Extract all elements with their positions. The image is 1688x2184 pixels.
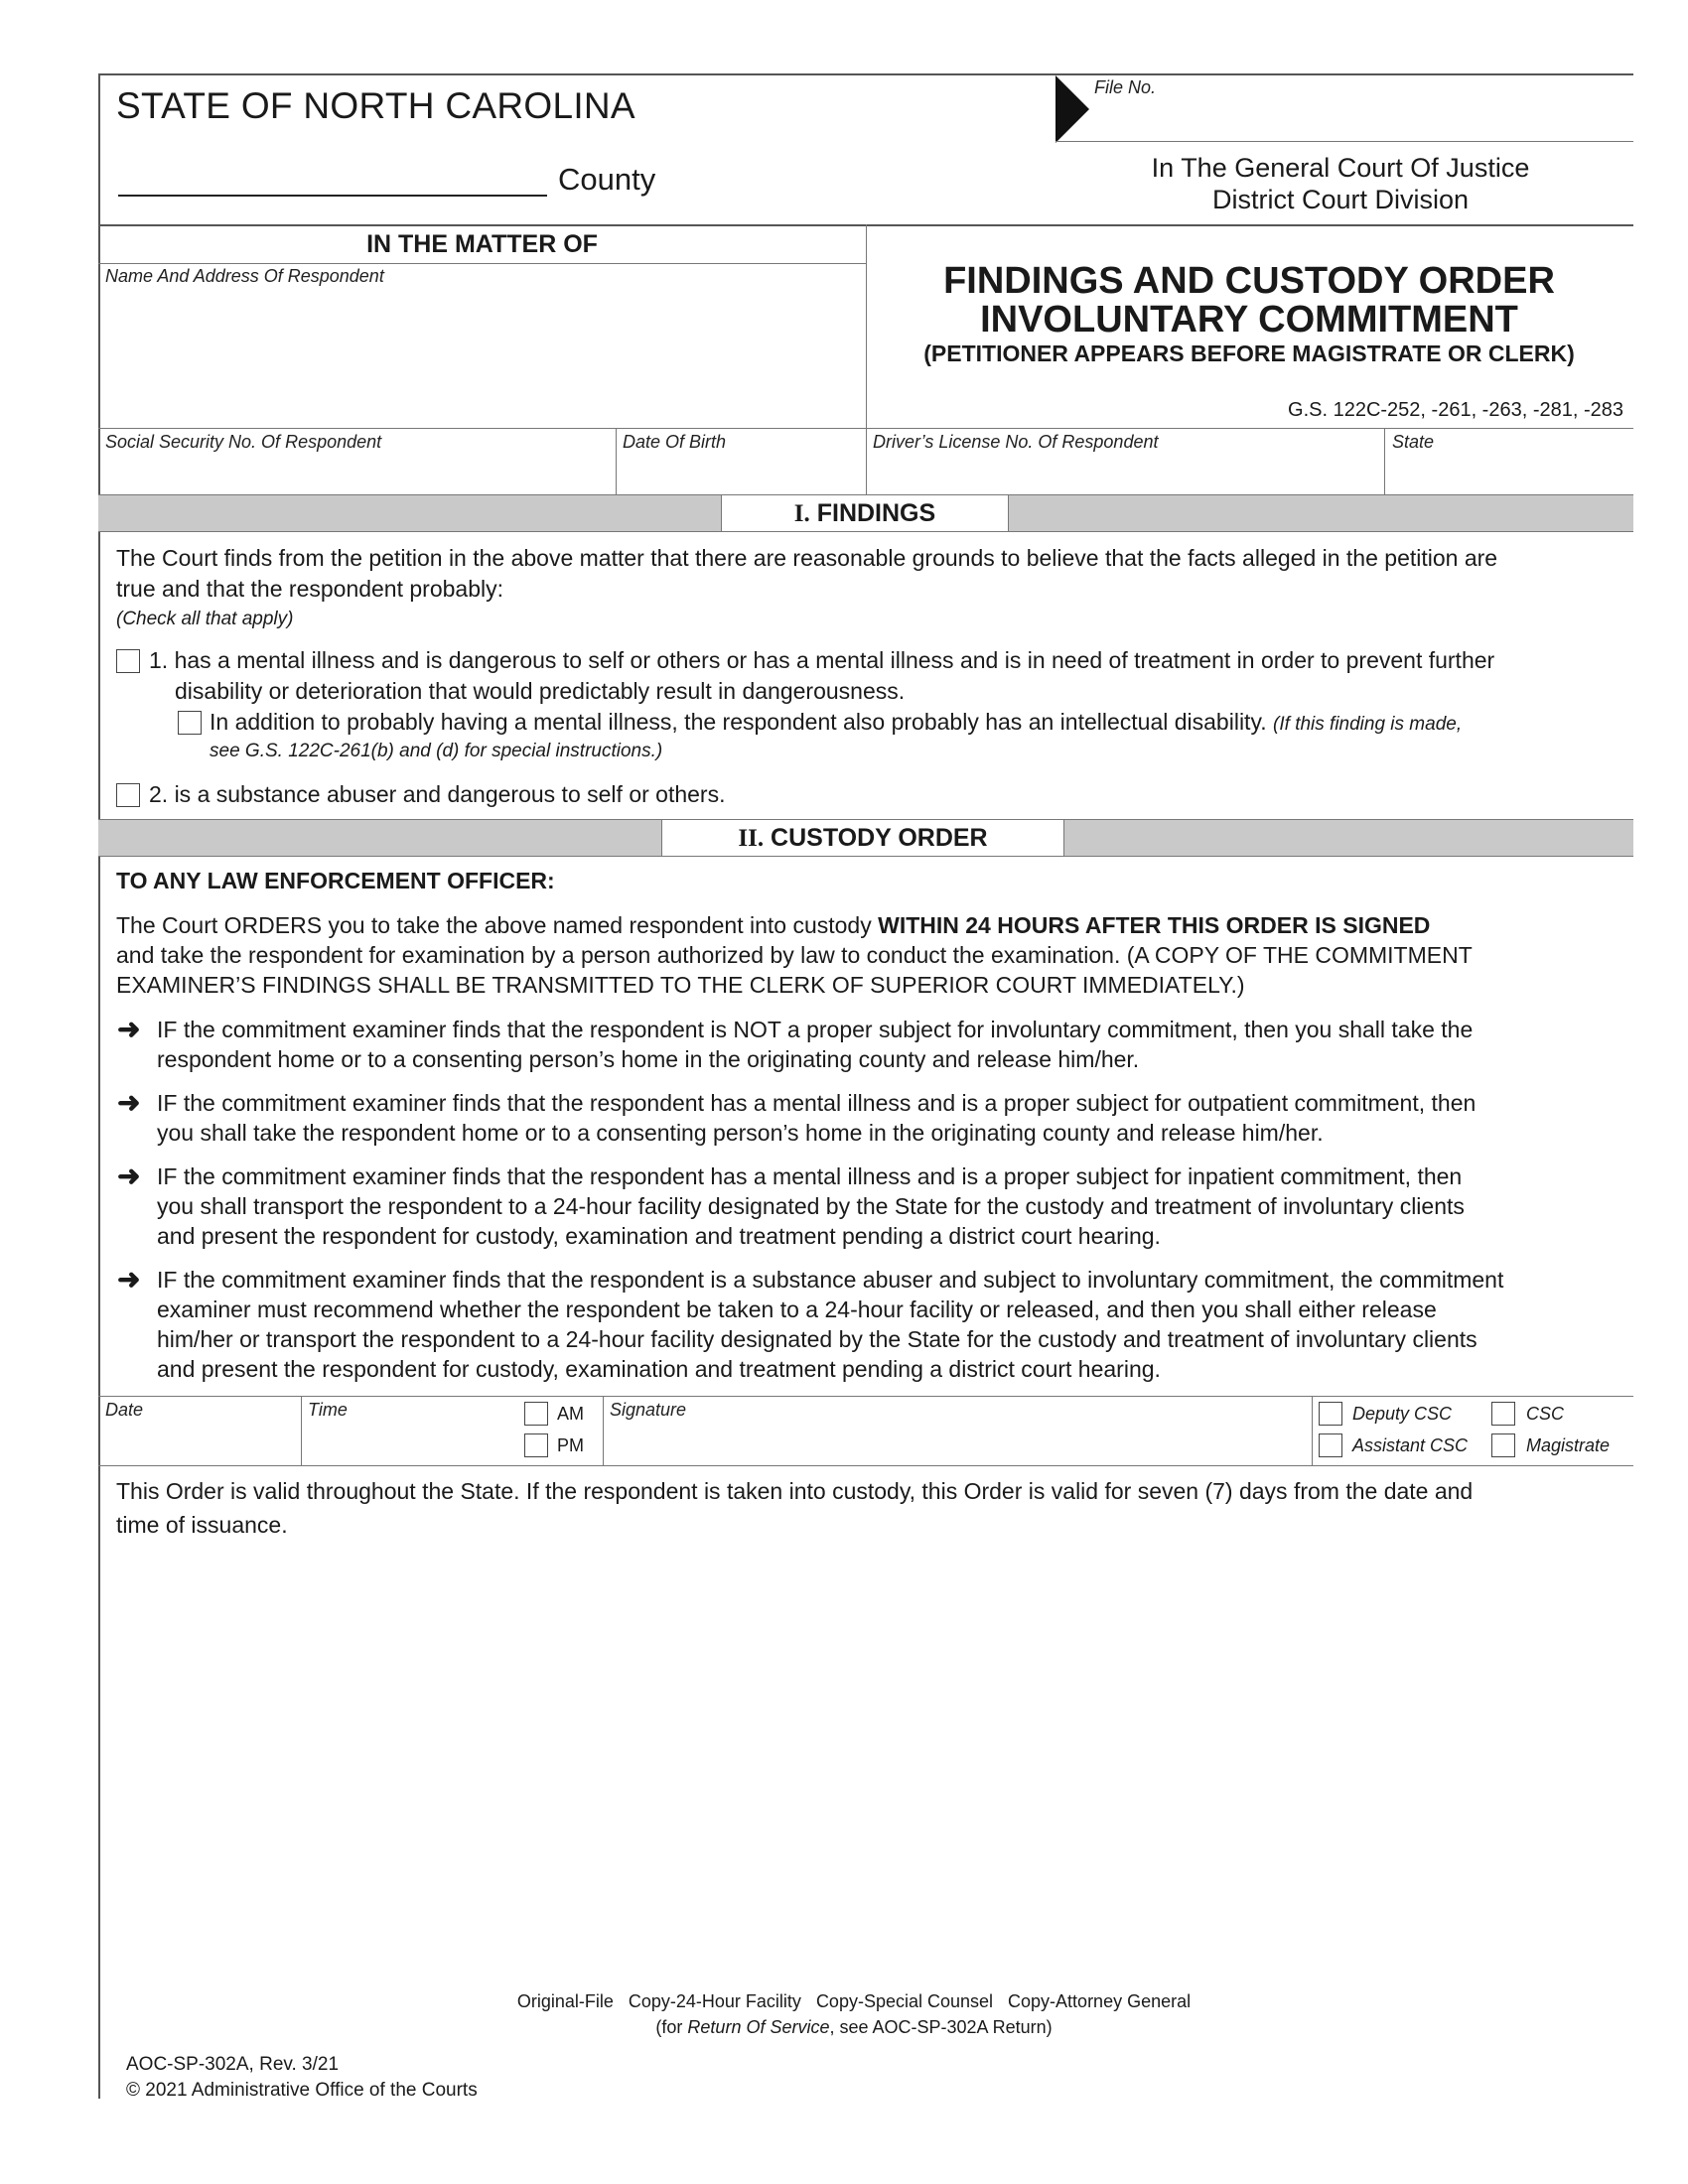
file-no-line[interactable] [1055,141,1633,142]
validity-line-1: This Order is valid throughout the State. If the respondent is taken into custody, this Order is valid for seven (7) days from the date and [116,1478,1474,1504]
check-all-note: (Check all that apply) [116,609,294,629]
pm-label: PM [557,1435,584,1455]
court-line-2: District Court Division [1211,185,1470,214]
name-address-label: Name And Address Of Respondent [105,266,384,286]
finding-1-line-2: disability or deterioration that would predictably result in dangerousness. [175,678,906,704]
form-title-line-3: (PETITIONER APPEARS BEFORE MAGISTRATE OR CLERK) [923,341,1575,366]
dob-label: Date Of Birth [623,432,727,452]
date-field[interactable] [99,1422,298,1463]
arrow-icon: ➜ [117,1014,141,1044]
finding-1a-note-1: (If this finding is made, [1273,714,1463,735]
court-line-1: In The General Court Of Justice [1151,153,1530,183]
form-title-line-2: INVOLUNTARY COMMITMENT [980,299,1518,341]
deputy-csc-checkbox[interactable] [1319,1402,1342,1426]
form-title-line-1: FINDINGS AND CUSTODY ORDER [943,260,1555,302]
sig-divider-1 [301,1396,302,1465]
findings-band [98,494,1633,532]
state-title: STATE OF NORTH CAROLINA [116,85,635,126]
to-officer-heading: TO ANY LAW ENFORCEMENT OFFICER: [116,868,555,893]
custody-band [98,819,1633,857]
id-divider-2 [1384,428,1385,494]
finding-1a-note-2: see G.S. 122C-261(b) and (d) for special instructions.) [210,741,663,761]
date-label: Date [105,1400,144,1420]
pm-checkbox[interactable] [524,1433,548,1457]
order-line-1: The Court ORDERS you to take the above named respondent into custody WITHIN 24 HOURS AFTER THIS ORDER IS SIGNED [116,912,1431,938]
finding-2-text: 2. is a substance abuser and dangerous to self or others. [149,781,726,807]
bullet-1-line-1: IF the commitment examiner finds that the respondent is NOT a proper subject for involuntary commitment, then you shall take the [157,1017,1474,1042]
dl-field[interactable] [868,455,1382,492]
findings-intro-1: The Court finds from the petition in the above matter that there are reasonable grounds to believe that the facts alleged in the petition are [116,545,1498,571]
bullet-3-line-3: and present the respondent for custody, examination and treatment pending a district court hearing. [157,1223,1161,1249]
matter-heading-line [98,263,866,264]
validity-line-2: time of issuance. [116,1512,288,1538]
bullet-1-line-2: respondent home or to a consenting person’s home in the originating county and release him/her. [157,1046,1140,1072]
time-field[interactable] [303,1422,521,1463]
custody-heading: II. CUSTODY ORDER [661,819,1064,857]
sig-divider-3 [1312,1396,1313,1465]
assistant-csc-label: Assistant CSC [1352,1435,1469,1455]
finding-1-checkbox[interactable] [116,649,140,673]
id-divider-1 [616,428,617,494]
csc-checkbox[interactable] [1491,1402,1515,1426]
magistrate-checkbox[interactable] [1491,1433,1515,1457]
ssn-field[interactable] [99,455,614,492]
state-field[interactable] [1386,455,1632,492]
ssn-label: Social Security No. Of Respondent [105,432,382,452]
copyright: © 2021 Administrative Office of the Courts [126,2080,478,2101]
signature-label: Signature [610,1400,687,1420]
signature-row-bottom [98,1465,1633,1466]
findings-intro-2: true and that the respondent probably: [116,576,504,602]
bullet-4-line-2: examiner must recommend whether the respondent be taken to a 24-hour facility or released, and then you shall either release [157,1297,1437,1322]
finding-2-checkbox[interactable] [116,783,140,807]
signature-field[interactable] [605,1422,1310,1463]
bullet-4-line-1: IF the commitment examiner finds that the respondent is a substance abuser and subject to involuntary commitment, the commitment [157,1267,1504,1293]
time-label: Time [308,1400,348,1420]
finding-1a-checkbox[interactable] [178,711,202,735]
magistrate-label: Magistrate [1526,1435,1611,1455]
arrow-icon: ➜ [117,1264,141,1295]
bullet-3-line-1: IF the commitment examiner finds that the respondent has a mental illness and is a proper subject for inpatient commitment, then [157,1163,1463,1189]
finding-1a-line-1 [210,707,1462,740]
bullet-2-line-2: you shall take the respondent home or to a consenting person’s home in the originating county and release him/her. [157,1120,1324,1146]
csc-label: CSC [1526,1404,1565,1424]
top-border [98,73,1633,75]
bullet-2-line-1: IF the commitment examiner finds that the respondent has a mental illness and is a proper subject for outpatient commitment, then [157,1090,1477,1116]
dob-field[interactable] [618,455,864,492]
county-input-line[interactable] [118,195,547,197]
statute-ref: G.S. 122C-252, -261, -263, -281, -283 [1288,399,1623,421]
id-row-top-line [98,428,1633,429]
deputy-csc-label: Deputy CSC [1352,1404,1453,1424]
bullet-4-line-4: and present the respondent for custody, examination and treatment pending a district court hearing. [157,1356,1161,1382]
arrow-icon: ➜ [117,1087,141,1118]
matter-heading: IN THE MATTER OF [366,230,598,258]
assistant-csc-checkbox[interactable] [1319,1433,1342,1457]
am-checkbox[interactable] [524,1402,548,1426]
finding-1-line-1: 1. has a mental illness and is dangerous to self or others or has a mental illness and is in need of treatment in order to prevent further [149,647,1495,673]
findings-heading: I. FINDINGS [721,494,1009,532]
order-line-3: EXAMINER’S FINDINGS SHALL BE TRANSMITTED TO THE CLERK OF SUPERIOR COURT IMMEDIATELY.) [116,972,1245,998]
form-number: AOC-SP-302A, Rev. 3/21 [126,2054,340,2075]
signature-row-top [98,1396,1633,1397]
copies-distribution: Original-File Copy-24-Hour Facility Copy-Special Counsel Copy-Attorney General [516,1991,1192,2011]
arrow-icon: ➜ [117,1160,141,1191]
state-label: State [1392,432,1435,452]
finding-1a-text: In addition to probably having a mental illness, the respondent also probably has an intellectual disability. [210,709,1267,735]
bullet-3-line-2: you shall transport the respondent to a 24-hour facility designated by the State for the custody and treatment of involuntary clients [157,1193,1465,1219]
return-of-service-note: (for Return Of Service, see AOC-SP-302A Return) [655,2017,1053,2037]
dl-label: Driver’s License No. Of Respondent [873,432,1159,452]
file-no-triangle-icon [1055,75,1091,143]
file-no-label: File No. [1094,77,1157,97]
county-label: County [558,162,656,197]
name-address-field[interactable] [99,290,864,427]
sig-divider-2 [603,1396,604,1465]
bullet-4-line-3: him/her or transport the respondent to a 24-hour facility designated by the State for the custody and treatment of involuntary clients [157,1326,1477,1352]
order-line-2: and take the respondent for examination by a person authorized by law to conduct the examination. (A COPY OF THE COMMITMENT [116,942,1473,968]
am-label: AM [557,1404,584,1424]
order-deadline: WITHIN 24 HOURS AFTER THIS ORDER IS SIGNED [878,912,1431,938]
